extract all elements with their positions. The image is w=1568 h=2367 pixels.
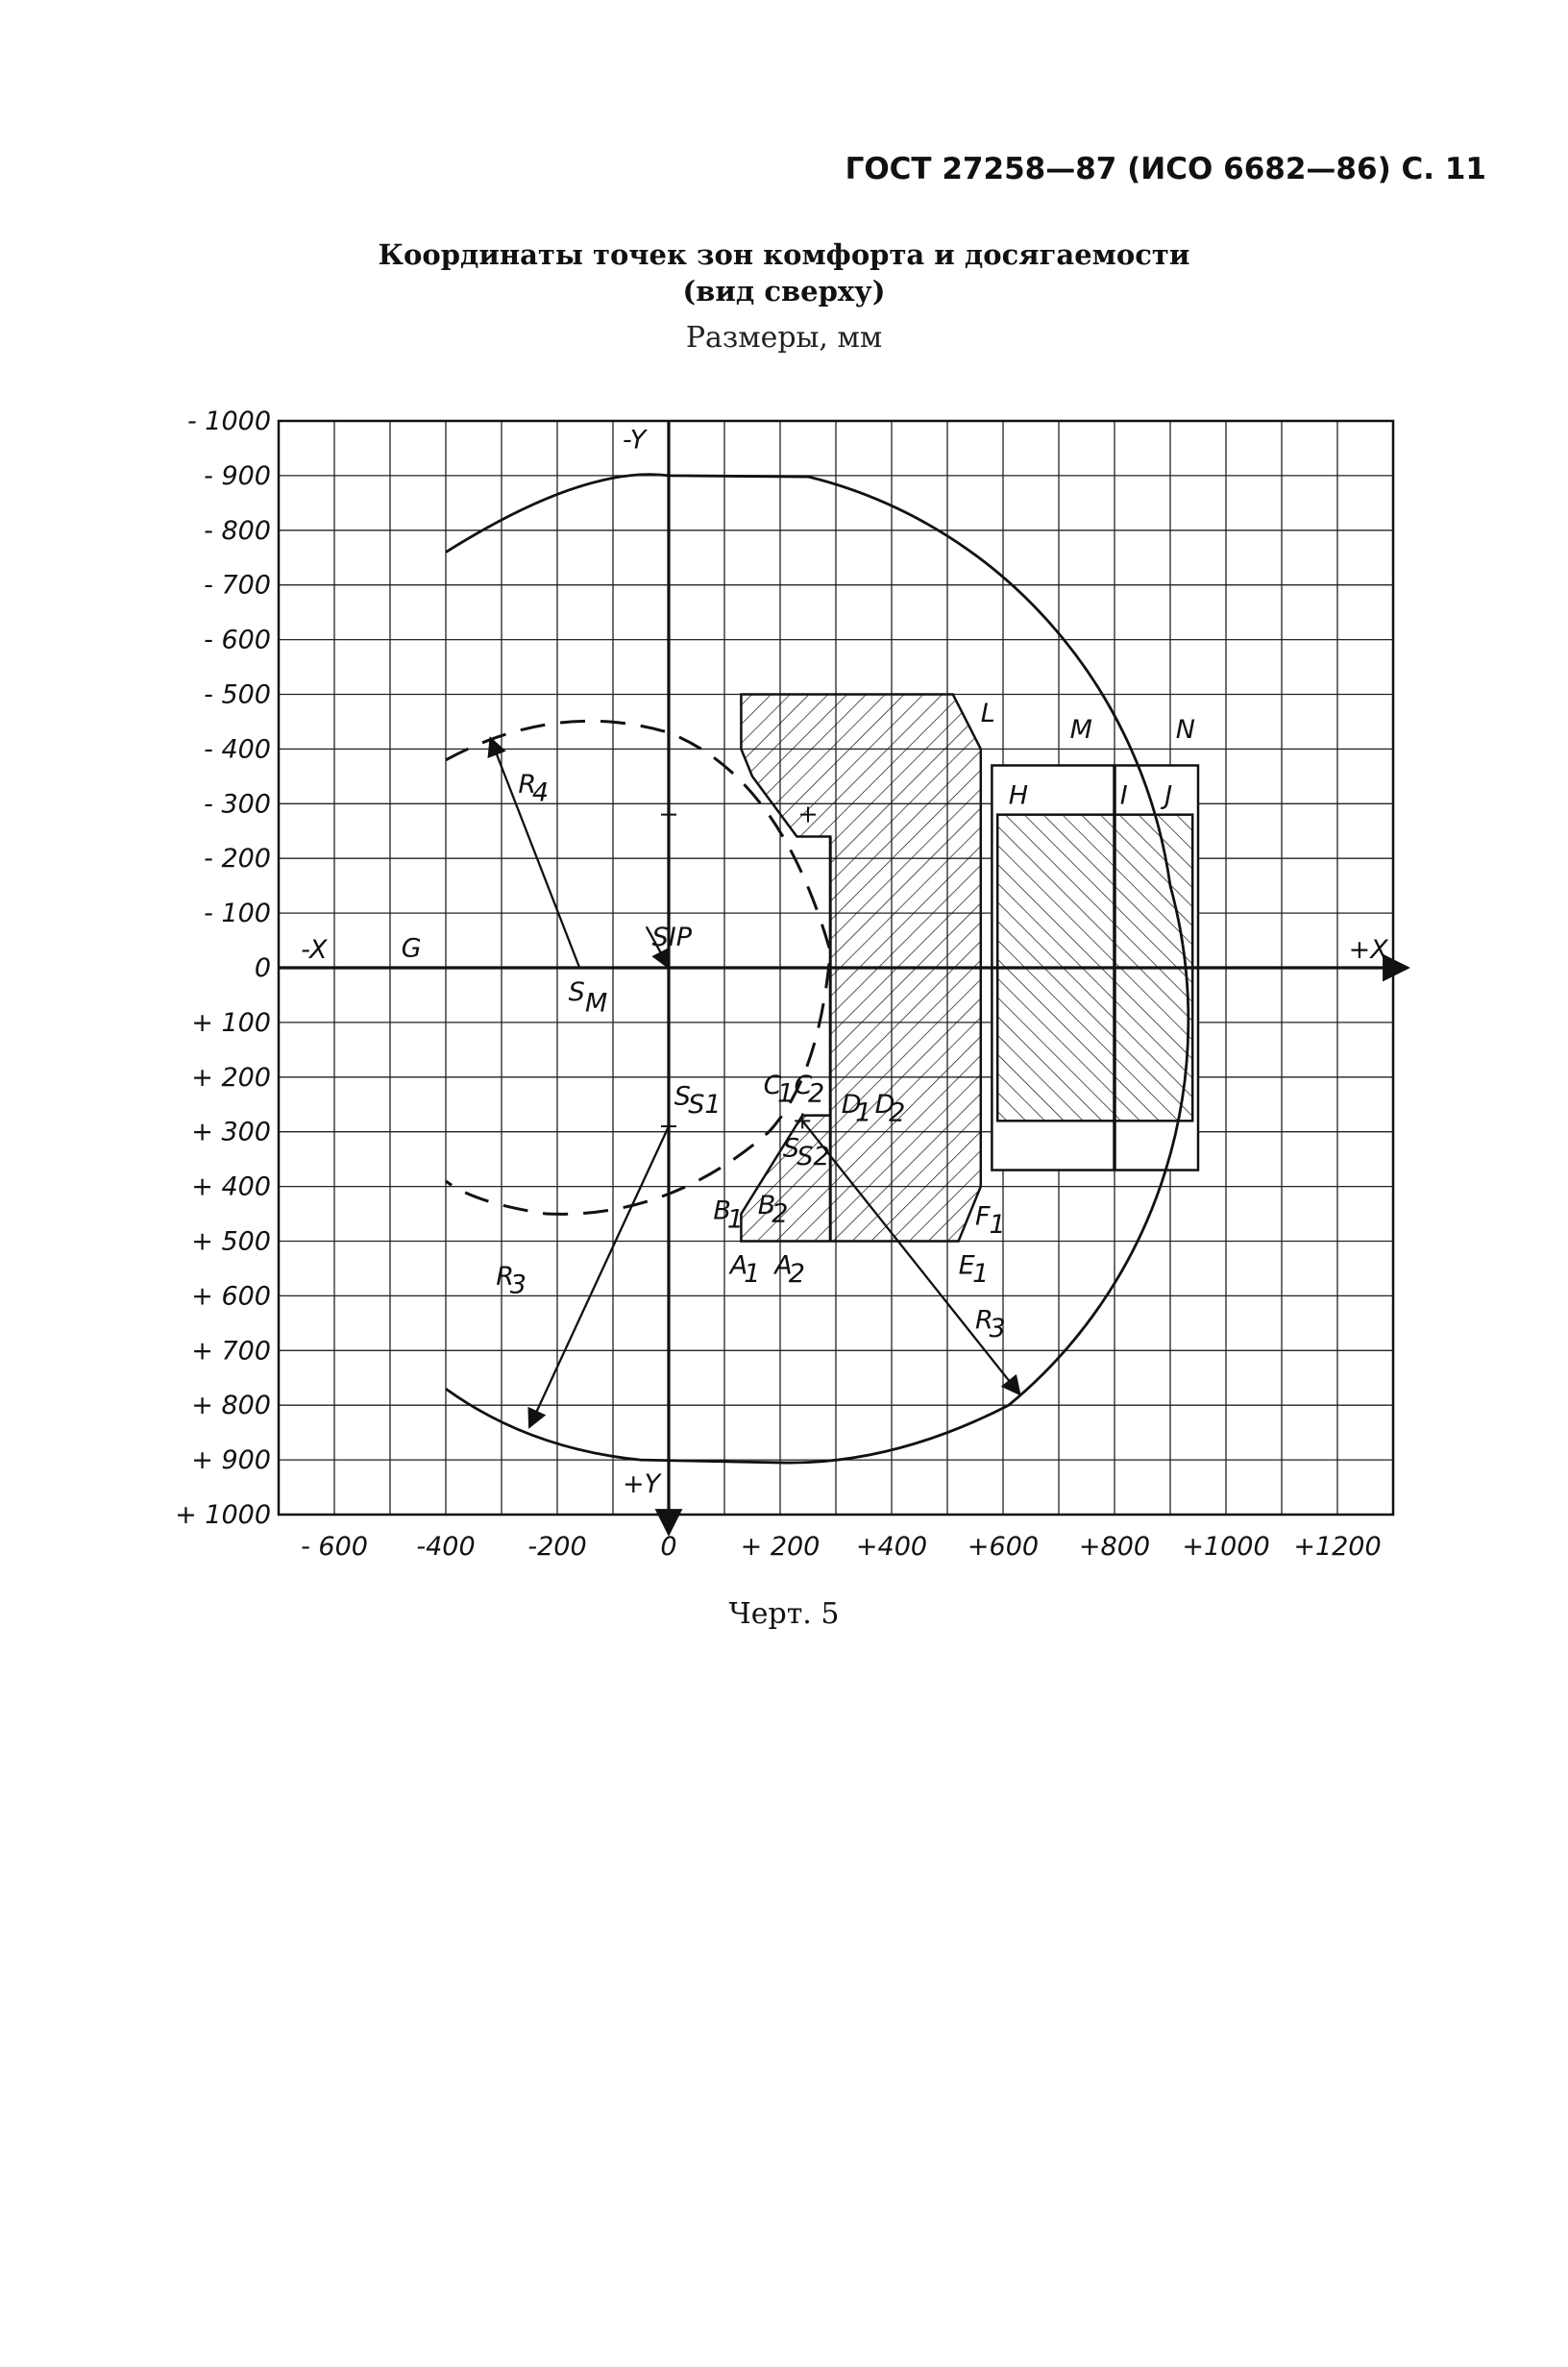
- lbl-C2: C: [794, 1070, 813, 1100]
- lbl-M: M: [1069, 715, 1092, 746]
- lbl-R3-left-sub: 3: [509, 1270, 527, 1300]
- page-header: ГОСТ 27258—87 (ИСО 6682—86) С. 11: [845, 152, 1486, 186]
- y-tick-label: + 700: [191, 1336, 271, 1367]
- lbl-R3-right: R: [975, 1305, 993, 1336]
- y-tick-label: + 400: [191, 1171, 271, 1202]
- y-tick-label: - 300: [204, 789, 271, 820]
- lbl-S-S1: S: [674, 1081, 691, 1112]
- y-tick-label: + 200: [191, 1062, 271, 1093]
- x-axis-neg-label: -X: [301, 935, 328, 965]
- x-tick-label: +1200: [1293, 1532, 1382, 1562]
- y-tick-label: - 700: [204, 570, 271, 601]
- lbl-C1: C: [763, 1070, 782, 1100]
- y-tick-label: + 1000: [175, 1500, 271, 1530]
- x-tick-label: -200: [527, 1532, 587, 1562]
- lbl-A2-sub: 2: [788, 1259, 805, 1290]
- lbl-S-S1-sub: S1: [688, 1089, 722, 1120]
- lbl-B2: B: [757, 1191, 776, 1221]
- x-tick-label: +800: [1078, 1532, 1151, 1562]
- cross-mark: [661, 807, 676, 823]
- tick-labels: [175, 407, 1382, 1562]
- x-tick-label: +600: [967, 1532, 1040, 1562]
- y-axis-pos-label: +Y: [623, 1469, 661, 1500]
- y-tick-label: + 300: [191, 1117, 271, 1147]
- y-tick-label: - 400: [204, 734, 271, 765]
- lbl-G: G: [401, 933, 422, 964]
- lbl-C2-sub: 2: [808, 1078, 825, 1109]
- lbl-N: N: [1175, 715, 1196, 746]
- lbl-I: I: [1119, 780, 1128, 811]
- lbl-S-S2-sub: S2: [796, 1141, 830, 1171]
- x-tick-label: 0: [660, 1532, 677, 1562]
- lbl-R3-right-sub: 3: [989, 1314, 1006, 1344]
- x-tick-label: + 200: [740, 1532, 821, 1562]
- y-axis-neg-label: -Y: [623, 425, 647, 456]
- x-axis-pos-label: +X: [1348, 935, 1388, 965]
- x-tick-label: +1000: [1182, 1532, 1270, 1562]
- lbl-R4: R: [518, 769, 537, 800]
- lbl-E1: E: [958, 1250, 975, 1281]
- y-tick-label: + 900: [191, 1445, 271, 1476]
- lbl-E1-sub: 1: [972, 1259, 990, 1290]
- lbl-L: L: [980, 698, 995, 728]
- figure-caption: Черт. 5: [728, 1597, 840, 1631]
- lbl-C1-sub: 1: [777, 1078, 795, 1109]
- y-tick-label: 0: [254, 953, 271, 983]
- y-tick-label: + 100: [191, 1007, 271, 1038]
- y-tick-label: - 100: [204, 899, 271, 929]
- lbl-B1: B: [713, 1196, 731, 1226]
- lbl-H: H: [1008, 780, 1029, 811]
- lbl-SIP: SIP: [651, 923, 692, 953]
- lbl-S-S2: S: [782, 1133, 800, 1164]
- y-tick-label: - 500: [204, 679, 271, 710]
- lbl-A2: A: [774, 1250, 793, 1281]
- figure-title-line1: Координаты точек зон комфорта и досягаемости: [378, 238, 1190, 271]
- y-tick-label: + 800: [191, 1391, 271, 1421]
- lbl-B1-sub: 1: [726, 1204, 745, 1235]
- figure-title-line2: (вид сверху): [682, 275, 886, 308]
- lbl-J: J: [1164, 780, 1173, 811]
- lbl-R3-left: R: [496, 1262, 514, 1293]
- y-tick-label: + 500: [191, 1226, 271, 1257]
- radius-R3-left: [529, 1126, 669, 1427]
- y-tick-label: - 900: [204, 460, 271, 491]
- y-tick-label: - 1000: [186, 407, 271, 436]
- x-tick-label: +400: [855, 1532, 928, 1562]
- x-tick-label: -400: [416, 1532, 476, 1562]
- lbl-D1-sub: 1: [855, 1097, 872, 1128]
- lbl-S-M: S: [568, 977, 585, 1008]
- lbl-B2-sub: 2: [772, 1198, 789, 1229]
- y-tick-label: - 600: [204, 625, 271, 655]
- lbl-D1: D: [841, 1089, 862, 1120]
- lbl-A1: A: [729, 1250, 748, 1281]
- y-tick-label: + 600: [191, 1281, 271, 1312]
- lbl-R4-sub: 4: [531, 777, 550, 808]
- lbl-A1-sub: 1: [744, 1259, 761, 1290]
- y-tick-label: - 800: [204, 515, 271, 546]
- y-tick-label: - 200: [204, 844, 271, 875]
- lbl-F1-sub: 1: [989, 1209, 1006, 1240]
- x-tick-label: - 600: [301, 1532, 368, 1562]
- lbl-D2-sub: 2: [889, 1097, 906, 1128]
- lbl-D2: D: [874, 1089, 895, 1120]
- lbl-S-M-sub: M: [585, 988, 608, 1019]
- lbl-F1: F: [975, 1201, 991, 1232]
- units-subtitle: Размеры, мм: [685, 321, 883, 355]
